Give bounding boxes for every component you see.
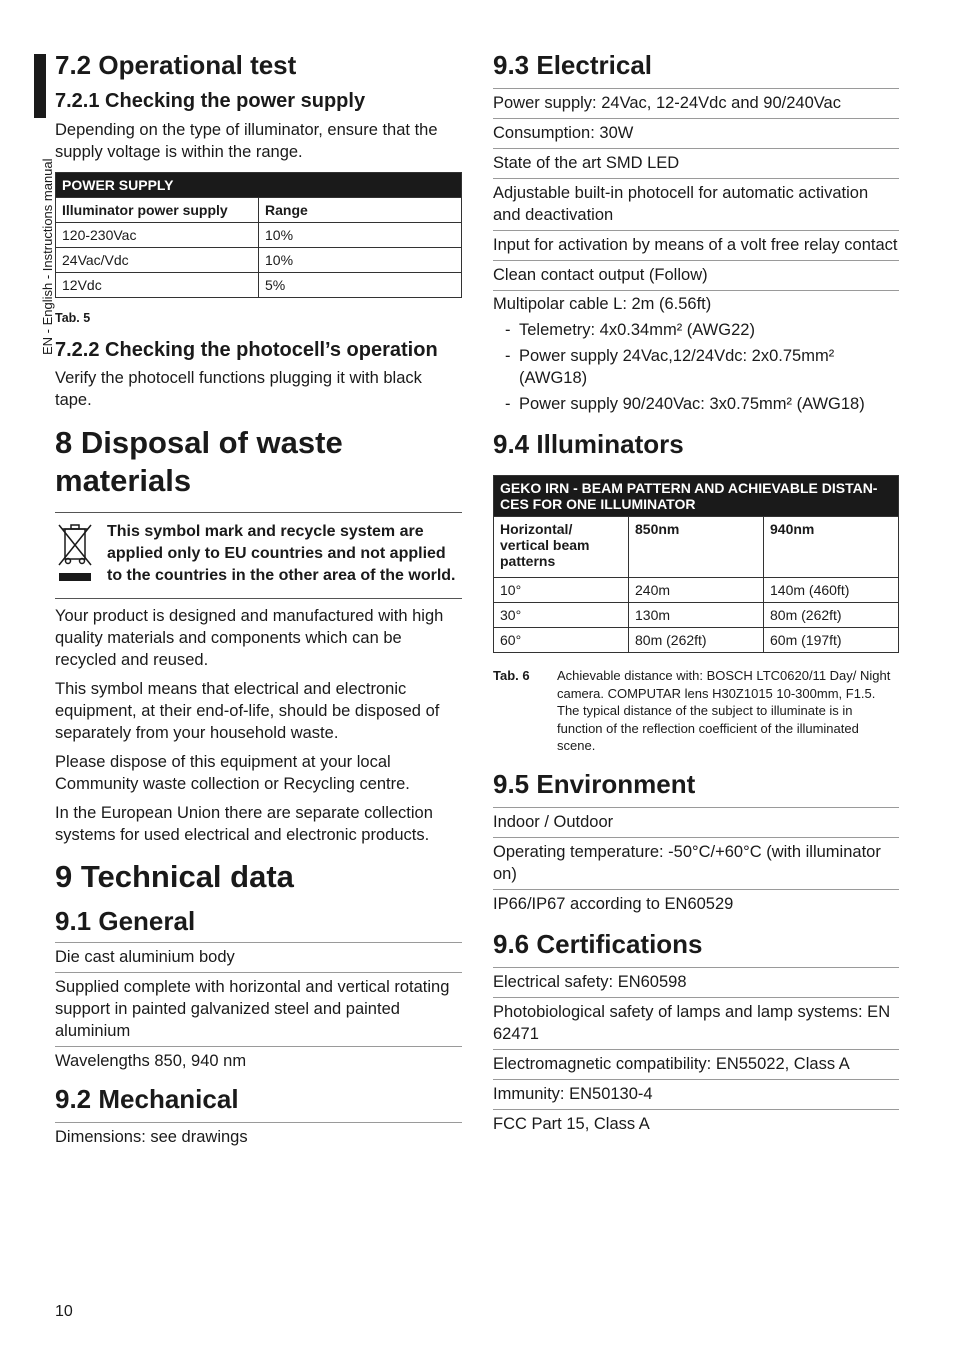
- disposal-paragraph: Please dispose of this equipment at your local Community waste collection or Recycling centre.: [55, 753, 410, 793]
- table-cell: 60°: [494, 628, 629, 653]
- tab-6-text: Achievable distance with: BOSCH LTC0620/11 Day/ Night camera. COMPUTAR lens H30Z1015 10-300mm, F1.5. The typical distance of the subject to illuminate is in function of the reflection coefficient of the illuminated scene.: [557, 668, 891, 753]
- table-cell: 140m (460ft): [764, 578, 899, 603]
- section-9-6-title: 9.6 Certifications: [493, 928, 703, 959]
- mechanical-list: [55, 1122, 462, 1152]
- list-item: Input for activation by means of a volt free relay contact: [493, 231, 899, 261]
- power-table-title: POWER SUPPLY: [56, 173, 462, 198]
- sub-list-text: Telemetry: 4x0.34mm² (AWG22): [519, 321, 755, 339]
- weee-bin-icon: [55, 521, 99, 590]
- certifications-list: [493, 967, 899, 1139]
- sub-list-item: - Telemetry: 4x0.34mm² (AWG22): [505, 321, 755, 339]
- list-item: Multipolar cable L: 2m (6.56ft): [493, 295, 712, 313]
- section-9-1-title: 9.1 General: [55, 906, 196, 936]
- section-9-2-title: 9.2 Mechanical: [55, 1084, 239, 1114]
- environment-list: [493, 807, 899, 919]
- beam-table-title: GEKO IRN - BEAM PATTERN AND ACHIEVABLE DISTAN-CES FOR ONE ILLUMINATOR: [494, 476, 899, 517]
- power-table-header: Illuminator power supply: [56, 198, 259, 223]
- beam-pattern-table: [493, 475, 899, 653]
- tab-5-caption: Tab. 5: [55, 311, 91, 325]
- left-column: [55, 48, 462, 1152]
- general-list: [55, 942, 462, 1076]
- list-item: State of the art SMD LED: [493, 149, 899, 179]
- section-7-2-2-title: 7.2.2 Checking the photocell’s operation: [55, 339, 438, 361]
- tab-6-caption: [493, 667, 899, 755]
- table-cell: 60m (197ft): [764, 628, 899, 653]
- section-7-2-2-text: Verify the photocell functions plugging it with black tape.: [55, 369, 422, 409]
- list-item: Photobiological safety of lamps and lamp systems: EN 62471: [493, 998, 899, 1050]
- list-item: FCC Part 15, Class A: [493, 1114, 650, 1133]
- power-table-header: Range: [259, 198, 462, 223]
- table-cell: 30°: [494, 603, 629, 628]
- section-9-title: 9 Technical data: [55, 859, 294, 894]
- table-row: [56, 248, 462, 273]
- table-cell: 10%: [259, 223, 462, 248]
- list-item: Electrical safety: EN60598: [493, 968, 899, 998]
- table-row: [494, 603, 899, 628]
- electrical-list: [493, 88, 899, 417]
- table-cell: 10°: [494, 578, 629, 603]
- list-item: Operating temperature: -50°C/+60°C (with illuminator on): [493, 838, 899, 890]
- list-item: Die cast aluminium body: [55, 943, 462, 973]
- sub-list-item: - Power supply 90/240Vac: 3x0.75mm² (AWG18): [505, 395, 865, 413]
- beam-table-header: 850nm: [629, 517, 764, 578]
- beam-table-header: 940nm: [764, 517, 899, 578]
- list-item: Adjustable built-in photocell for automatic activation and deactivation: [493, 179, 899, 231]
- weee-note: [55, 512, 462, 599]
- table-cell: 5%: [259, 273, 462, 298]
- list-item: IP66/IP67 according to EN60529: [493, 894, 734, 913]
- section-8-title-line2: materials: [55, 463, 192, 498]
- section-7-2-1-text: Depending on the type of illuminator, ensure that the supply voltage is within the range.: [55, 121, 438, 161]
- sub-list-item: - Power supply 24Vac,12/24Vdc: 2x0.75mm² (AWG18): [493, 343, 899, 391]
- disposal-paragraph: Your product is designed and manufactured with high quality materials and components which can be recycled and reused.: [55, 607, 444, 669]
- disposal-paragraph: This symbol means that electrical and electronic equipment, at their end-of-life, should be disposed of separately from your household waste.: [55, 680, 440, 742]
- weee-note-text: This symbol mark and recycle system are applied only to EU countries and not applied to the countries in the other area of the world.: [107, 523, 456, 584]
- disposal-paragraph: In the European Union there are separate collection systems for used electrical and electronic products.: [55, 804, 433, 844]
- sub-list-text: Power supply 90/240Vac: 3x0.75mm² (AWG18): [519, 395, 865, 413]
- list-item: Supplied complete with horizontal and vertical rotating support in painted galvanized steel and painted aluminium: [55, 973, 462, 1047]
- tab-6-label: Tab. 6: [493, 668, 530, 683]
- sidebar-label: EN - English - Instructions manual: [40, 158, 55, 355]
- list-item: Consumption: 30W: [493, 119, 899, 149]
- power-supply-table: [55, 172, 462, 298]
- list-item: Electromagnetic compatibility: EN55022, Class A: [493, 1050, 899, 1080]
- list-item: Wavelengths 850, 940 nm: [55, 1052, 247, 1070]
- table-cell: 80m (262ft): [629, 628, 764, 653]
- table-cell: 12Vdc: [56, 273, 259, 298]
- table-row: [56, 273, 462, 298]
- table-cell: 240m: [629, 578, 764, 603]
- table-cell: 130m: [629, 603, 764, 628]
- list-item: Immunity: EN50130-4: [493, 1080, 899, 1110]
- section-8-title-line1: 8 Disposal of waste: [55, 425, 343, 460]
- section-7-2-1-title: 7.2.1 Checking the power supply: [55, 90, 366, 112]
- right-column: [493, 48, 899, 1139]
- section-marker-bar: [34, 54, 46, 118]
- section-9-5-title: 9.5 Environment: [493, 768, 696, 799]
- list-item: Indoor / Outdoor: [493, 808, 899, 838]
- list-item: Power supply: 24Vac, 12-24Vdc and 90/240Vac: [493, 89, 899, 119]
- table-row: [494, 628, 899, 653]
- list-item: Clean contact output (Follow): [493, 261, 899, 291]
- table-cell: 80m (262ft): [764, 603, 899, 628]
- beam-table-header: Horizontal/ vertical beam patterns: [494, 517, 629, 578]
- sub-list-text: Power supply 24Vac,12/24Vdc: 2x0.75mm² (AWG18): [519, 347, 835, 387]
- table-row: [494, 578, 899, 603]
- section-7-2-title: 7.2 Operational test: [55, 50, 297, 80]
- table-row: [56, 223, 462, 248]
- page-number: 10: [55, 1303, 73, 1320]
- table-cell: 120-230Vac: [56, 223, 259, 248]
- list-item: Dimensions: see drawings: [55, 1128, 248, 1146]
- table-cell: 24Vac/Vdc: [56, 248, 259, 273]
- section-9-3-title: 9.3 Electrical: [493, 50, 652, 80]
- section-9-4-title: 9.4 Illuminators: [493, 429, 684, 459]
- table-cell: 10%: [259, 248, 462, 273]
